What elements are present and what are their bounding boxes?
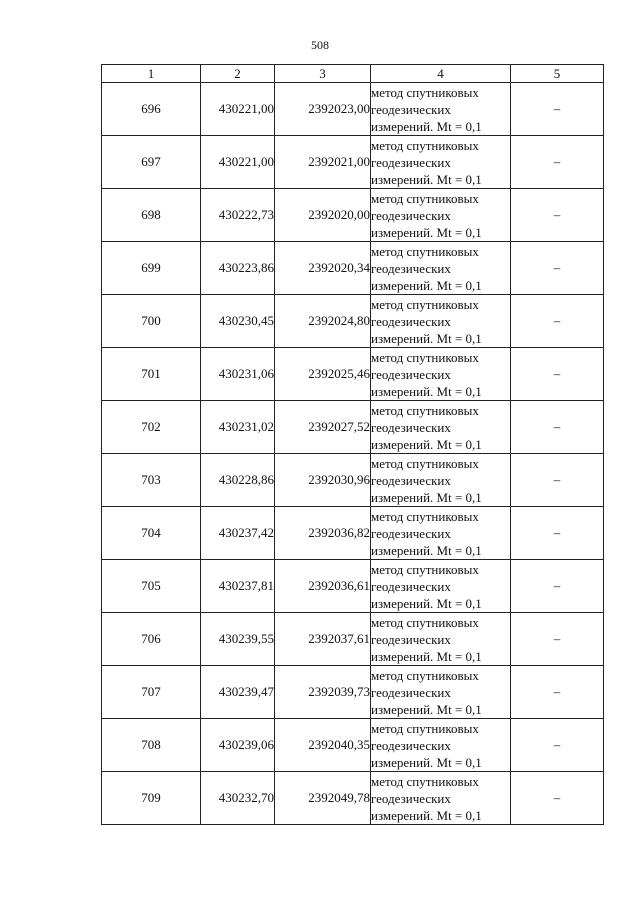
point-number-cell: 706 (102, 613, 201, 666)
method-line: метод спутниковых (371, 614, 479, 630)
point-number-cell: 705 (102, 560, 201, 613)
point-number-cell: 701 (102, 348, 201, 401)
method-line: измерений. Mt = 0,1 (371, 171, 482, 187)
method-line: метод спутниковых (371, 243, 479, 259)
y-coordinate-cell: 2392024,80 (275, 295, 371, 348)
method-line: измерений. Mt = 0,1 (371, 330, 482, 346)
method-line: метод спутниковых (371, 561, 479, 577)
note-cell: – (511, 507, 604, 560)
method-line: метод спутниковых (371, 455, 479, 471)
x-coordinate-cell: 430231,06 (201, 348, 275, 401)
method-line: геодезических (371, 525, 451, 541)
table-row (102, 295, 604, 348)
method-line: геодезических (371, 578, 451, 594)
method-line: геодезических (371, 631, 451, 647)
method-line: геодезических (371, 790, 451, 806)
method-line: геодезических (371, 313, 451, 329)
point-number-cell: 696 (102, 83, 201, 136)
table-row (102, 772, 604, 825)
method-cell (371, 772, 511, 825)
method-line: метод спутниковых (371, 137, 479, 153)
point-number-cell: 708 (102, 719, 201, 772)
table-row (102, 189, 604, 242)
y-coordinate-cell: 2392025,46 (275, 348, 371, 401)
note-cell: – (511, 401, 604, 454)
method-line: измерений. Mt = 0,1 (371, 754, 482, 770)
x-coordinate-cell: 430231,02 (201, 401, 275, 454)
note-cell: – (511, 136, 604, 189)
method-cell (371, 613, 511, 666)
x-coordinate-cell: 430239,47 (201, 666, 275, 719)
method-cell (371, 560, 511, 613)
method-line: измерений. Mt = 0,1 (371, 118, 482, 134)
method-line: измерений. Mt = 0,1 (371, 648, 482, 664)
header-col-1: 1 (102, 65, 201, 83)
x-coordinate-cell: 430222,73 (201, 189, 275, 242)
method-line: метод спутниковых (371, 773, 479, 789)
method-line: геодезических (371, 101, 451, 117)
table-row (102, 454, 604, 507)
header-col-2: 2 (201, 65, 275, 83)
method-line: метод спутниковых (371, 349, 479, 365)
method-cell (371, 666, 511, 719)
method-line: геодезических (371, 207, 451, 223)
point-number-cell: 703 (102, 454, 201, 507)
table-row (102, 666, 604, 719)
x-coordinate-cell: 430221,00 (201, 83, 275, 136)
header-col-5: 5 (511, 65, 604, 83)
note-cell: – (511, 772, 604, 825)
method-line: метод спутниковых (371, 508, 479, 524)
point-number-cell: 702 (102, 401, 201, 454)
method-line: геодезических (371, 684, 451, 700)
note-cell: – (511, 560, 604, 613)
y-coordinate-cell: 2392036,82 (275, 507, 371, 560)
note-cell: – (511, 666, 604, 719)
method-line: измерений. Mt = 0,1 (371, 595, 482, 611)
method-line: геодезических (371, 154, 451, 170)
note-cell: – (511, 613, 604, 666)
note-cell: – (511, 454, 604, 507)
y-coordinate-cell: 2392040,35 (275, 719, 371, 772)
y-coordinate-cell: 2392023,00 (275, 83, 371, 136)
table-body (102, 83, 604, 825)
method-line: геодезических (371, 366, 451, 382)
table-row (102, 136, 604, 189)
method-line: геодезических (371, 260, 451, 276)
y-coordinate-cell: 2392037,61 (275, 613, 371, 666)
y-coordinate-cell: 2392020,00 (275, 189, 371, 242)
table-row (102, 401, 604, 454)
table-row (102, 242, 604, 295)
table-row (102, 83, 604, 136)
point-number-cell: 709 (102, 772, 201, 825)
y-coordinate-cell: 2392030,96 (275, 454, 371, 507)
point-number-cell: 704 (102, 507, 201, 560)
y-coordinate-cell: 2392021,00 (275, 136, 371, 189)
method-cell (371, 401, 511, 454)
y-coordinate-cell: 2392020,34 (275, 242, 371, 295)
x-coordinate-cell: 430228,86 (201, 454, 275, 507)
y-coordinate-cell: 2392039,73 (275, 666, 371, 719)
note-cell: – (511, 348, 604, 401)
method-line: измерений. Mt = 0,1 (371, 807, 482, 823)
point-number-cell: 699 (102, 242, 201, 295)
method-cell (371, 136, 511, 189)
x-coordinate-cell: 430239,06 (201, 719, 275, 772)
method-line: измерений. Mt = 0,1 (371, 436, 482, 452)
method-line: метод спутниковых (371, 402, 479, 418)
table-row (102, 719, 604, 772)
y-coordinate-cell: 2392036,61 (275, 560, 371, 613)
method-line: метод спутниковых (371, 296, 479, 312)
y-coordinate-cell: 2392027,52 (275, 401, 371, 454)
note-cell: – (511, 719, 604, 772)
x-coordinate-cell: 430237,81 (201, 560, 275, 613)
page-number: 508 (311, 38, 329, 52)
method-line: метод спутниковых (371, 667, 479, 683)
x-coordinate-cell: 430223,86 (201, 242, 275, 295)
x-coordinate-cell: 430232,70 (201, 772, 275, 825)
method-cell (371, 83, 511, 136)
y-coordinate-cell: 2392049,78 (275, 772, 371, 825)
header-col-4: 4 (371, 65, 511, 83)
method-line: геодезических (371, 419, 451, 435)
table-row (102, 560, 604, 613)
point-number-cell: 698 (102, 189, 201, 242)
note-cell: – (511, 295, 604, 348)
method-cell (371, 348, 511, 401)
method-line: геодезических (371, 737, 451, 753)
x-coordinate-cell: 430237,42 (201, 507, 275, 560)
x-coordinate-cell: 430230,45 (201, 295, 275, 348)
note-cell: – (511, 189, 604, 242)
table-row (102, 613, 604, 666)
method-cell (371, 507, 511, 560)
table-header (102, 65, 604, 83)
method-cell (371, 189, 511, 242)
x-coordinate-cell: 430239,55 (201, 613, 275, 666)
method-line: измерений. Mt = 0,1 (371, 701, 482, 717)
header-col-3: 3 (275, 65, 371, 83)
method-line: измерений. Mt = 0,1 (371, 277, 482, 293)
header-row (102, 65, 604, 83)
method-line: метод спутниковых (371, 84, 479, 100)
table-row (102, 507, 604, 560)
method-line: измерений. Mt = 0,1 (371, 383, 482, 399)
method-line: измерений. Mt = 0,1 (371, 489, 482, 505)
method-line: геодезических (371, 472, 451, 488)
method-line: метод спутниковых (371, 720, 479, 736)
point-number-cell: 707 (102, 666, 201, 719)
method-line: метод спутниковых (371, 190, 479, 206)
method-line: измерений. Mt = 0,1 (371, 224, 482, 240)
coordinates-table (101, 64, 604, 825)
method-cell (371, 295, 511, 348)
point-number-cell: 697 (102, 136, 201, 189)
method-cell (371, 242, 511, 295)
note-cell: – (511, 242, 604, 295)
table-row (102, 348, 604, 401)
method-line: измерений. Mt = 0,1 (371, 542, 482, 558)
method-cell (371, 719, 511, 772)
point-number-cell: 700 (102, 295, 201, 348)
note-cell: – (511, 83, 604, 136)
x-coordinate-cell: 430221,00 (201, 136, 275, 189)
method-cell (371, 454, 511, 507)
